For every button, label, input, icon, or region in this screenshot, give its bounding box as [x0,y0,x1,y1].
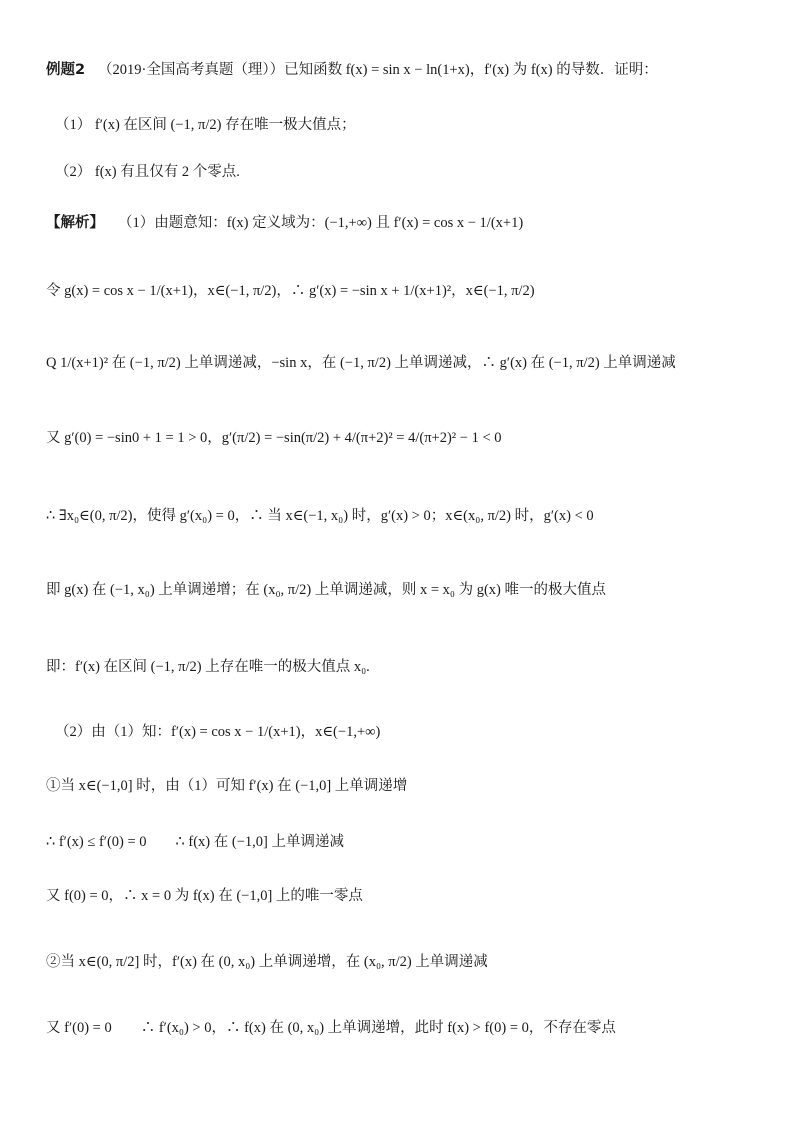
solution-line-12: ②当 x∈(0, π/2] 时，f′(x) 在 (0, x₀) 上单调递增，在 (x₀, π/2) 上单调递减 [46,954,488,970]
example-text: （2019·全国高考真题（理））已知函数 f(x) = sin x − ln(1+x)，f′(x) 为 f(x) 的导数．证明： [98,62,658,78]
solution-label: 【解析】 [46,215,104,231]
solution-line-6: 即 g(x) 在 (−1, x₀) 上单调递增；在 (x₀, π/2) 上单调递减，则 x = x₀ 为 g(x) 唯一的极大值点 [46,582,606,598]
solution-line-4: 又 g′(0) = −sin0 + 1 = 1 > 0，g′(π/2) = −sin(π/2) + 4/(π+2)² = 4/(π+2)² − 1 < 0 [46,430,502,446]
example-label: 例题2 [46,62,86,78]
solution-line-3: Q 1/(x+1)² 在 (−1, π/2) 上单调递减，−sin x，在 (−1, π/2) 上单调递减，∴ g′(x) 在 (−1, π/2) 上单调递减 [46,355,676,371]
solution-line-10: ∴ f′(x) ≤ f′(0) = 0 ∴ f(x) 在 (−1,0] 上单调递减 [46,834,344,850]
solution-line-13: 又 f′(0) = 0 ∴ f′(x₀) > 0，∴ f(x) 在 (0, x₀) 上单调递增，此时 f(x) > f(0) = 0，不存在零点 [46,1020,616,1036]
solution-line-9: ①当 x∈(−1,0] 时，由（1）可知 f′(x) 在 (−1,0] 上单调递增 [46,778,408,794]
solution-line-5: ∴ ∃x₀∈(0, π/2)，使得 g′(x₀) = 0，∴ 当 x∈(−1, x₀) 时，g′(x) > 0；x∈(x₀, π/2) 时，g′(x) < 0 [46,508,594,524]
solution-line-2: 令 g(x) = cos x − 1/(x+1)，x∈(−1, π/2)，∴ g′(x) = −sin x + 1/(x+1)²，x∈(−1, π/2) [46,283,535,299]
question-part-1: （1） f′(x) 在区间 (−1, π/2) 存在唯一极大值点； [55,117,356,133]
solution-line-8: （2）由（1）知：f′(x) = cos x − 1/(x+1)，x∈(−1,+∞) [55,724,381,740]
solution-line-7: 即：f′(x) 在区间 (−1, π/2) 上存在唯一的极大值点 x₀. [46,659,370,675]
solution-line-11: 又 f(0) = 0，∴ x = 0 为 f(x) 在 (−1,0] 上的唯一零点 [46,888,363,904]
solution-text-1: （1）由题意知：f(x) 定义域为：(−1,+∞) 且 f′(x) = cos x − 1/(x+1) [118,215,524,231]
question-part-2: （2） f(x) 有且仅有 2 个零点. [55,164,240,180]
